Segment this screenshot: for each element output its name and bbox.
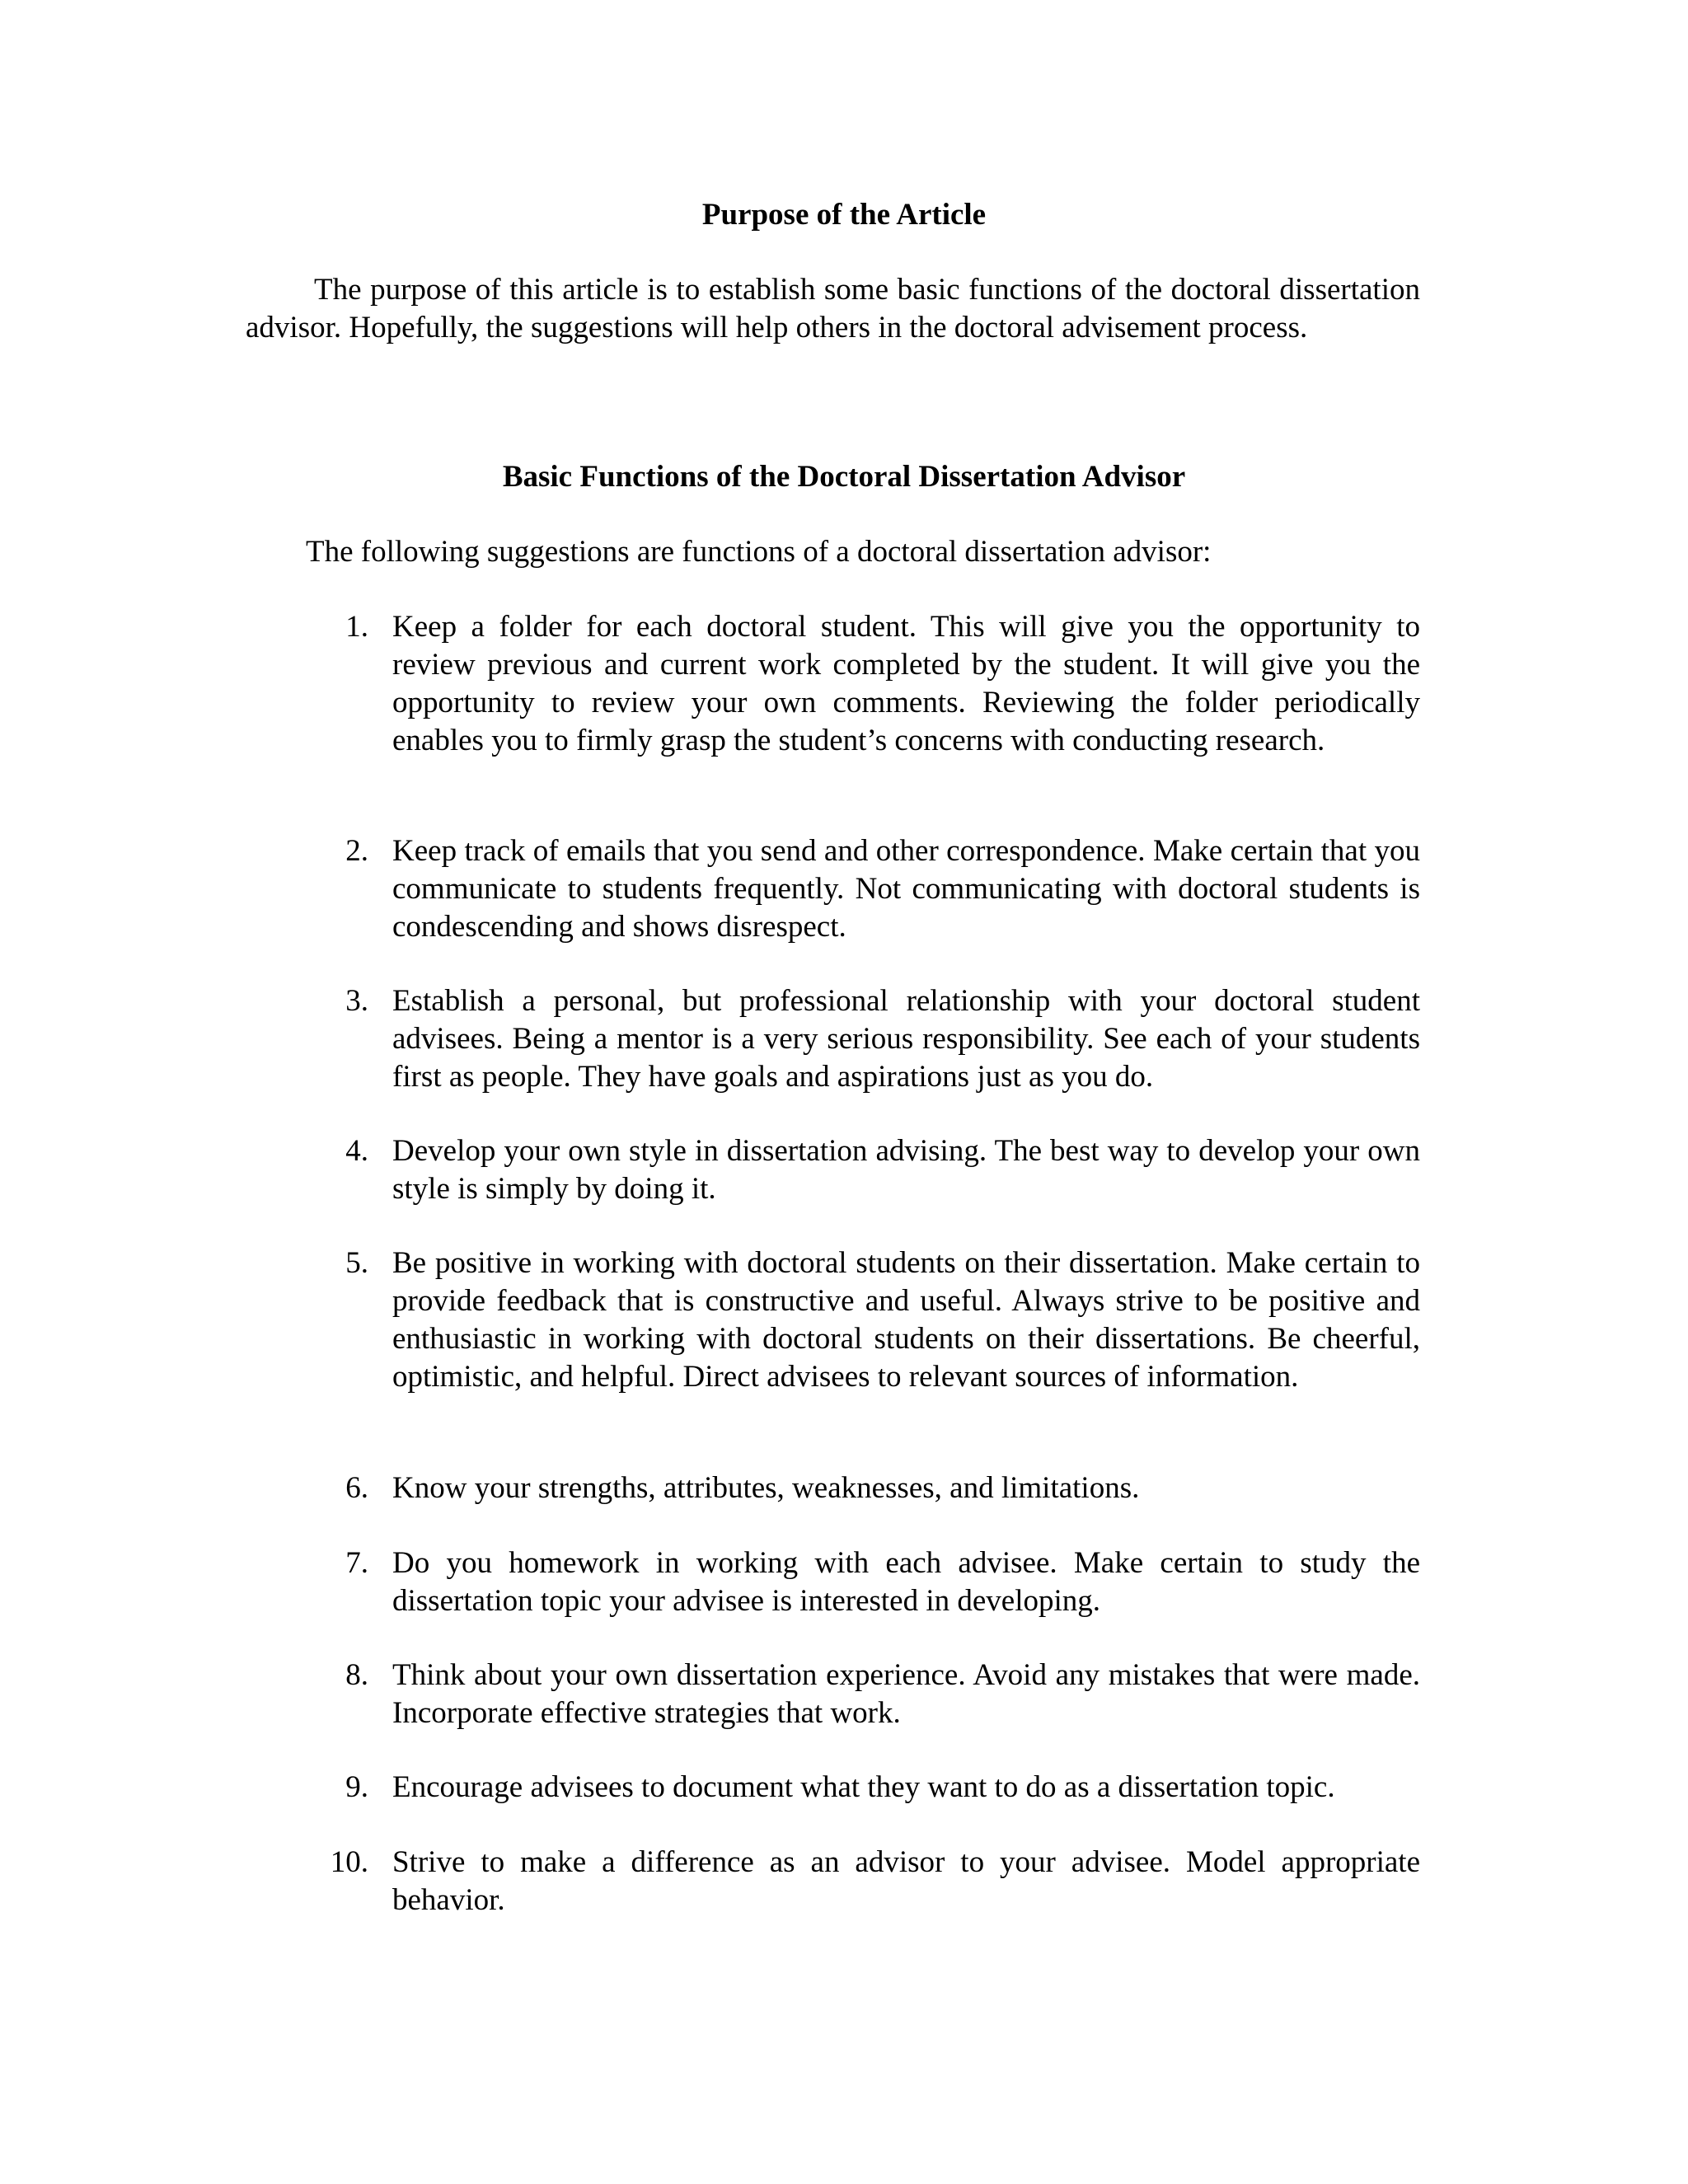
- section-heading-purpose: Purpose of the Article: [701, 198, 987, 232]
- list-item-text: Strive to make a difference as an advisor to your advisee. Model appropriate behavior.: [392, 1845, 1420, 1917]
- list-item-number: 9.: [345, 1770, 368, 1804]
- list-item-text: Be positive in working with doctoral students on their dissertation. Make certain to provide feedback that is constructive and useful. Always strive to be positive and enthusiastic in working with doctoral students on their dissertations. Be cheerful, optimistic, and helpful. Direct advisees to relevant sources of information.: [392, 1246, 1420, 1394]
- purpose-paragraph: The purpose of this article is to establish some basic functions of the doctoral dissertation advisor. Hopefully, the suggestions will help others in the doctoral advisement process.: [246, 273, 1420, 344]
- functions-intro: The following suggestions are functions of a doctoral dissertation advisor:: [306, 535, 1212, 569]
- list-item-text: Know your strengths, attributes, weaknesses, and limitations.: [392, 1471, 1140, 1505]
- list-item-number: 5.: [345, 1246, 368, 1280]
- list-item-text: Encourage advisees to document what they want to do as a dissertation topic.: [392, 1770, 1335, 1804]
- list-item-text: Do you homework in working with each advisee. Make certain to study the dissertation topic your advisee is interested in developing.: [392, 1546, 1420, 1618]
- list-item-number: 3.: [345, 984, 368, 1018]
- list-item-number: 8.: [345, 1658, 368, 1692]
- list-item-number: 6.: [345, 1471, 368, 1505]
- list-item-number: 10.: [330, 1845, 368, 1879]
- list-item-text: Develop your own style in dissertation advising. The best way to develop your own style is simply by doing it.: [392, 1134, 1420, 1206]
- list-item-text: Think about your own dissertation experience. Avoid any mistakes that were made. Incorporate effective strategies that work.: [392, 1658, 1420, 1730]
- list-item-text: Keep a folder for each doctoral student. This will give you the opportunity to review previous and current work completed by the student. It will give you the opportunity to review your own comments. Reviewing the folder periodically enables you to firmly grasp the student’s concerns with conducting research.: [392, 610, 1420, 757]
- list-item-text: Establish a personal, but professional relationship with your doctoral student advisees. Being a mentor is a very serious responsibility. See each of your students first as people. They have goals and aspirations just as you do.: [392, 984, 1420, 1094]
- list-item-number: 2.: [345, 834, 368, 868]
- list-item-number: 4.: [345, 1134, 368, 1168]
- list-item-number: 1.: [345, 610, 368, 644]
- list-item-text: Keep track of emails that you send and other correspondence. Make certain that you communicate to students frequently. Not communicating with doctoral students is condescending and shows disrespect.: [392, 834, 1420, 944]
- section-heading-functions: Basic Functions of the Doctoral Dissertation Advisor: [502, 460, 1186, 494]
- list-item-number: 7.: [345, 1546, 368, 1580]
